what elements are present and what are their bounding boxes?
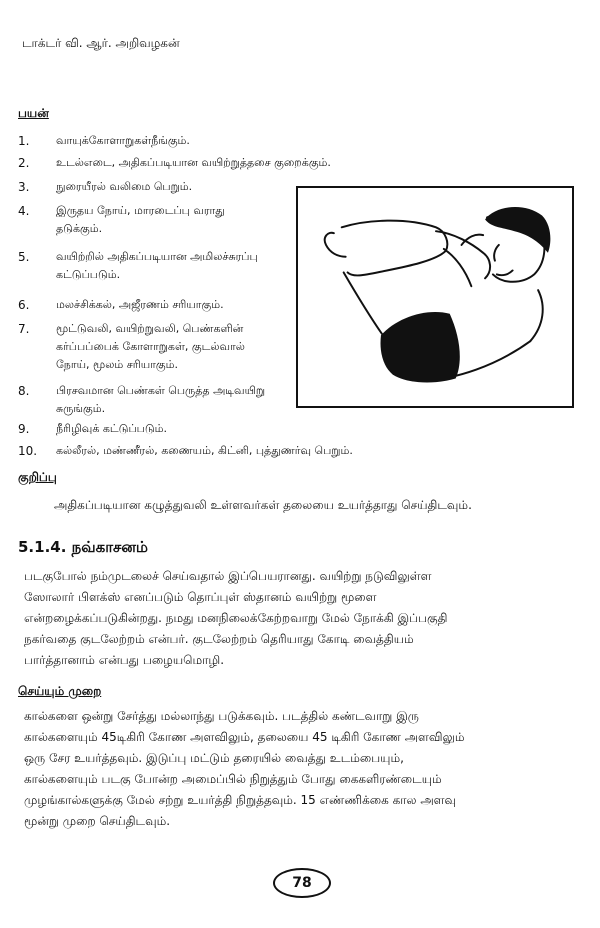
benefit-text — [56, 154, 416, 172]
paragraph-line: படகுபோல் நம்முடலைச் செய்வதால் இப்பெயரானது. வயிற்று நடுவிலுள்ள — [24, 569, 432, 583]
benefit-number: 3. — [18, 180, 30, 194]
benefit-number: 8. — [18, 384, 30, 398]
benefit-line: வயிற்றில் அதிகப்படியான அமிலச்சுரப்பு — [56, 250, 258, 263]
boat-pose-figure — [298, 188, 572, 406]
benefit-number: 9. — [18, 422, 30, 436]
paragraph-line: மூன்று முறை செய்திடவும். — [24, 814, 171, 828]
benefit-line: வாயுக்கோளாறுகள்நீங்கும். — [56, 134, 190, 147]
benefit-text — [56, 202, 296, 238]
section-heading: 5.1.4. நவ்காசனம் — [18, 538, 148, 556]
benefit-text — [56, 320, 296, 374]
page-number: 78 — [273, 868, 331, 898]
benefit-line: தடுக்கும். — [56, 222, 103, 235]
navasana-illustration — [296, 186, 574, 408]
note-text: அதிகப்படியான கழுத்துவலி உள்ளவர்கள் தலையை உயர்த்தாது செய்திடவும். — [54, 498, 472, 512]
benefit-line: கட்டுப்படும். — [56, 268, 121, 281]
paragraph-line: நகர்வதை குடலேற்றம் என்பர். குடலேற்றம் தெரியாது கோடி வைத்தியம் — [24, 632, 414, 646]
benefit-number: 5. — [18, 250, 30, 264]
benefit-line: கர்ப்பப்பைக் கோளாறுகள், குடல்வால் — [56, 340, 245, 353]
benefit-number: 2. — [18, 156, 30, 170]
benefit-number: 10. — [18, 444, 38, 458]
benefit-line: உடல்எடை, அதிகப்படியான வயிற்றுத்தசை குறைக்கும். — [56, 156, 331, 169]
benefit-line: நுரையீரல் வலிமை பெறும். — [56, 180, 193, 193]
benefit-text — [56, 442, 416, 460]
benefit-line: மலச்சிக்கல், அஜீரணம் சரியாகும். — [56, 298, 224, 311]
benefit-line: கல்லீரல், மண்ணீரல், கணையம், கிட்னி, புத்துணர்வு பெறும். — [56, 444, 353, 457]
paragraph-line: கால்களையும் 45டிகிரி கோண அளவிலும், தலையை 45 டிகிரி கோண அளவிலும் — [24, 730, 465, 744]
paragraph-line: ஒரு சேர உயர்த்தவும். இடுப்பு மட்டும் தரையில் வைத்து உடம்பையும், — [24, 751, 404, 765]
benefit-text — [56, 248, 296, 284]
paragraph-line: கால்களை ஒன்று சேர்த்து மல்லாந்து படுக்கவும். படத்தில் கண்டவாறு இரு — [24, 709, 419, 723]
paragraph-line: ஸோலார் பிளக்ஸ் எனப்படும் தொப்புள் ஸ்தானம் வயிற்று மூளை — [24, 590, 377, 604]
benefits-heading: பயன் — [18, 106, 49, 120]
benefit-line: மூட்டுவலி, வயிற்றுவலி, பெண்களின் — [56, 322, 244, 335]
note-heading: குறிப்பு — [18, 470, 57, 484]
benefit-line: இருதய நோய், மாரடைப்பு வராது — [56, 204, 225, 217]
benefit-number: 4. — [18, 204, 30, 218]
benefit-line: நோய், மூலம் சரியாகும். — [56, 358, 178, 371]
running-header: டாக்டர் வி. ஆர். அறிவழகன் — [22, 36, 180, 50]
benefit-line: நீரிழிவுக் கட்டுப்படும். — [56, 422, 167, 435]
paragraph-line: கால்களையும் படகு போன்ற அமைப்பில் நிறுத்தும் போது கைகளிரண்டையும் — [24, 772, 442, 786]
benefit-number: 1. — [18, 134, 30, 148]
paragraph-line: பார்த்தானாம் என்பது பழையமொழி. — [24, 653, 225, 667]
benefit-number: 7. — [18, 322, 30, 336]
paragraph-line: முழங்கால்களுக்கு மேல் சற்று உயர்த்தி நிறுத்தவும். 15 எண்ணிக்கை கால அளவு — [24, 793, 456, 807]
benefit-line: சுருங்கும். — [56, 402, 106, 415]
benefit-line: பிரசவமான பெண்கள் பெருத்த அடிவயிறு — [56, 384, 266, 397]
paragraph-line: என்றழைக்கப்படுகின்றது. நமது மனநிலைக்கேற்றவாறு மேல் நோக்கி இப்பகுதி — [24, 611, 448, 625]
benefit-text — [56, 296, 296, 314]
benefit-text — [56, 382, 296, 418]
method-paragraph — [24, 706, 580, 832]
benefit-text — [56, 132, 296, 150]
benefit-text — [56, 420, 296, 438]
intro-paragraph — [24, 566, 580, 671]
method-heading: செய்யும் முறை — [18, 684, 102, 698]
benefit-number: 6. — [18, 298, 30, 312]
benefit-text — [56, 178, 296, 196]
